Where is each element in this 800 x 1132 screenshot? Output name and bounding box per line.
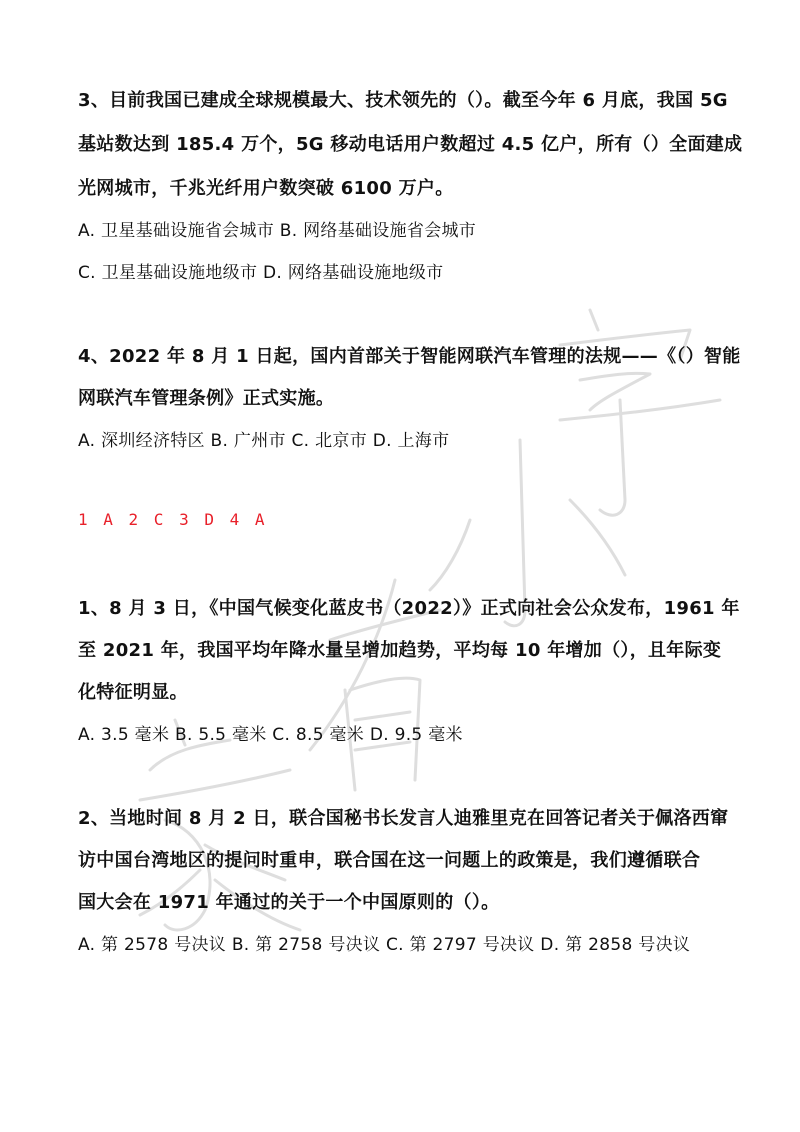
q1-line-2: 至 2021 年，我国平均年降水量呈增加趋势，平均每 10 年增加（），且年际变 bbox=[78, 640, 722, 661]
q3-line-2: 基站数达到 185.4 万个，5G 移动电话用户数超过 4.5 亿户，所有（）全面建成 bbox=[78, 134, 743, 155]
q1-line-1: 1、8 月 3 日，《中国气候变化蓝皮书（2022）》正式向社会公众发布，1961 年 bbox=[78, 598, 740, 619]
q3-line-1: 3、目前我国已建成全球规模最大、技术领先的（）。截至今年 6 月底，我国 5G bbox=[78, 90, 728, 111]
q2-line-3: 国大会在 1971 年通过的关于一个中国原则的（）。 bbox=[78, 892, 500, 913]
answer-key: 1 A 2 C 3 D 4 A bbox=[78, 510, 268, 529]
q3-options-row-2: C. 卫星基础设施地级市 D. 网络基础设施地级市 bbox=[78, 263, 444, 283]
q2-options-row: A. 第 2578 号决议 B. 第 2758 号决议 C. 第 2797 号决议 D. 第 2858 号决议 bbox=[78, 935, 691, 955]
q4-line-1: 4、2022 年 8 月 1 日起，国内首部关于智能网联汽车管理的法规——《（）智能 bbox=[78, 346, 741, 367]
q4-options-row: A. 深圳经济特区 B. 广州市 C. 北京市 D. 上海市 bbox=[78, 431, 450, 451]
q1-options-row: A. 3.5 毫米 B. 5.5 毫米 C. 8.5 毫米 D. 9.5 毫米 bbox=[78, 725, 463, 745]
q3-options-row-1: A. 卫星基础设施省会城市 B. 网络基础设施省会城市 bbox=[78, 221, 477, 241]
q1-line-3: 化特征明显。 bbox=[78, 682, 188, 703]
q2-line-2: 访中国台湾地区的提问时重申，联合国在这一问题上的政策是，我们遵循联合 bbox=[78, 850, 701, 871]
q3-line-3: 光网城市，千兆光纤用户数突破 6100 万户。 bbox=[78, 178, 454, 199]
q2-line-1: 2、当地时间 8 月 2 日，联合国秘书长发言人迪雅里克在回答记者关于佩洛西窜 bbox=[78, 808, 729, 829]
q4-line-2: 网联汽车管理条例》正式实施。 bbox=[78, 388, 335, 409]
